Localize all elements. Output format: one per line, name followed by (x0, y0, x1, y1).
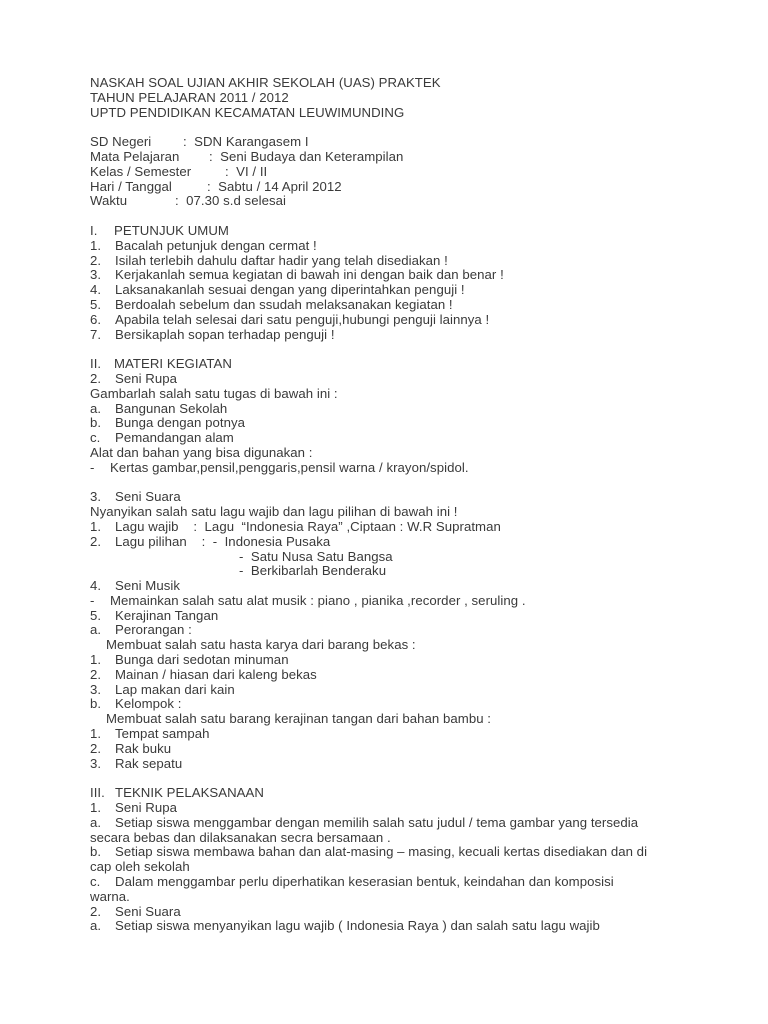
section-title: PETUNJUK UMUM (114, 222, 229, 238)
doc-title: NASKAH SOAL UJIAN AKHIR SEKOLAH (UAS) PRAKTEK (90, 75, 441, 90)
song-option: - Satu Nusa Satu Bangsa (239, 548, 393, 564)
paragraph-item (90, 816, 730, 831)
subsection-kerajinan (90, 609, 730, 624)
item-number: 6. (90, 311, 102, 327)
item-text: Memainkan salah satu alat musik : piano , pianika ,recorder , seruling . (110, 592, 526, 608)
list-item (90, 254, 730, 269)
list-item (90, 313, 730, 328)
item-number: 3. (90, 267, 102, 283)
item-text: Lap makan dari kain (115, 681, 235, 697)
item-text: Dalam menggambar perlu diperhatikan keserasian bentuk, keindahan dan komposisi (115, 874, 614, 890)
item-number: 1. (90, 518, 102, 534)
section-number: II. (90, 356, 102, 372)
group-kelompok (90, 697, 730, 712)
item-letter: b. (90, 844, 102, 860)
list-item (90, 328, 730, 343)
hari-value: : Sabtu / 14 April 2012 (207, 178, 342, 194)
item-text: Setiap siswa menyanyikan lagu wajib ( Indonesia Raya ) dan salah satu lagu wajib (115, 918, 600, 934)
paragraph-continuation: warna. (90, 888, 130, 904)
item-text: Lagu pilihan : - Indonesia Pusaka (115, 533, 331, 549)
sd-label: SD Negeri (90, 134, 152, 150)
item-letter: b. (90, 415, 102, 431)
song-option: - Berkibarlah Benderaku (239, 563, 387, 579)
item-number: 4. (90, 282, 102, 298)
list-item (90, 668, 730, 683)
item-number: 1. (90, 726, 102, 742)
item-number: 2. (90, 740, 102, 756)
item-number: 7. (90, 326, 102, 342)
instruction-text: Nyanyikan salah satu lagu wajib dan lagu pilihan di bawah ini ! (90, 504, 458, 520)
section-teknik-heading (90, 786, 730, 801)
paragraph-item (90, 875, 730, 890)
item-number: 2. (90, 252, 102, 268)
list-item (90, 520, 730, 535)
subsection-seni-suara (90, 905, 730, 920)
instruction-text: Gambarlah salah satu tugas di bawah ini : (90, 385, 338, 401)
instruction-text: Membuat salah satu barang kerajinan tangan dari bahan bambu : (106, 711, 492, 727)
list-item (90, 431, 730, 446)
subsection-number: 4. (90, 578, 102, 594)
item-text: Laksanakanlah sesuai dengan yang diperintahkan penguji ! (115, 282, 465, 298)
item-text: Bangunan Sekolah (115, 400, 228, 416)
item-number: 3. (90, 681, 102, 697)
subsection-seni-suara (90, 490, 730, 505)
list-item (90, 727, 730, 742)
document-page (90, 76, 730, 934)
item-text: Setiap siswa membawa bahan dan alat-masing – masing, kecuali kertas disediakan dan di (115, 844, 648, 860)
paragraph-continuation: secara bebas dan dilaksanakan secra bersamaan . (90, 829, 391, 845)
subsection-seni-rupa (90, 801, 730, 816)
identity-kelas (90, 165, 730, 180)
item-text: Kelompok : (115, 696, 182, 712)
subsection-title: Seni Rupa (115, 800, 178, 816)
item-text: Rak sepatu (115, 755, 183, 771)
subsection-title: Seni Suara (115, 489, 181, 505)
subsection-number: 2. (90, 370, 102, 386)
instruction-text: Alat dan bahan yang bisa digunakan : (90, 444, 313, 460)
mapel-value: : Seni Budaya dan Keterampilan (209, 148, 404, 164)
list-item (90, 757, 730, 772)
section-title: TEKNIK PELAKSANAAN (115, 785, 264, 801)
item-text: Kerjakanlah semua kegiatan di bawah ini dengan baik dan benar ! (115, 267, 504, 283)
item-text: Isilah terlebih dahulu daftar hadir yang telah disediakan ! (115, 252, 448, 268)
subsection-title: Seni Musik (115, 578, 180, 594)
subsection-number: 5. (90, 607, 102, 623)
identity-hari (90, 180, 730, 195)
item-number: 2. (90, 666, 102, 682)
list-item (90, 742, 730, 757)
item-letter: c. (90, 874, 101, 890)
item-text: Bunga dari sedotan minuman (115, 652, 289, 668)
list-item (90, 535, 730, 550)
item-text: Perorangan : (115, 622, 192, 638)
item-text: Tempat sampah (115, 726, 210, 742)
paragraph-item (90, 845, 730, 860)
item-letter: b. (90, 696, 102, 712)
hari-label: Hari / Tanggal (90, 178, 172, 194)
list-item (90, 268, 730, 283)
section-title: MATERI KEGIATAN (114, 356, 232, 372)
kelas-label: Kelas / Semester (90, 163, 192, 179)
item-text: Lagu wajib : Lagu “Indonesia Raya” ,Ciptaan : W.R Supratman (115, 518, 501, 534)
item-letter: a. (90, 400, 102, 416)
item-dash: - (90, 459, 95, 475)
item-number: 1. (90, 652, 102, 668)
subsection-number: 3. (90, 489, 102, 505)
group-perorangan (90, 623, 730, 638)
kelas-value: : VI / II (225, 163, 268, 179)
item-text: Mainan / hiasan dari kaleng bekas (115, 666, 317, 682)
item-text: Bersikaplah sopan terhadap penguji ! (115, 326, 335, 342)
item-letter: a. (90, 918, 102, 934)
identity-waktu (90, 194, 730, 209)
waktu-label: Waktu (90, 193, 128, 209)
list-item (90, 683, 730, 698)
identity-sd (90, 135, 730, 150)
item-dash: - (90, 592, 95, 608)
subsection-title: Kerajinan Tangan (115, 607, 219, 623)
subsection-title: Seni Suara (115, 903, 181, 919)
section-petunjuk-heading (90, 224, 730, 239)
section-number: III. (90, 785, 105, 801)
item-text: Bunga dengan potnya (115, 415, 246, 431)
item-number: 1. (90, 237, 102, 253)
waktu-value: : 07.30 s.d selesai (175, 193, 286, 209)
item-text: Bacalah petunjuk dengan cermat ! (115, 237, 317, 253)
item-text: Kertas gambar,pensil,penggaris,pensil warna / krayon/spidol. (110, 459, 469, 475)
doc-year: TAHUN PELAJARAN 2011 / 2012 (90, 89, 289, 105)
paragraph-item (90, 919, 730, 934)
section-number: I. (90, 222, 98, 238)
item-letter: a. (90, 622, 102, 638)
sd-value: : SDN Karangasem I (183, 134, 309, 150)
list-item (90, 283, 730, 298)
identity-mapel (90, 150, 730, 165)
list-item (90, 653, 730, 668)
item-text: Pemandangan alam (115, 430, 234, 446)
instruction-text: Membuat salah satu hasta karya dari barang bekas : (106, 637, 416, 653)
subsection-number: 1. (90, 800, 102, 816)
list-item (90, 402, 730, 417)
paragraph-continuation: cap oleh sekolah (90, 859, 190, 875)
item-number: 5. (90, 296, 102, 312)
doc-institution: UPTD PENDIDIKAN KECAMATAN LEUWIMUNDING (90, 104, 405, 120)
list-item (90, 594, 730, 609)
section-materi-heading (90, 357, 730, 372)
subsection-seni-musik (90, 579, 730, 594)
item-letter: c. (90, 430, 101, 446)
list-item (90, 239, 730, 254)
item-text: Apabila telah selesai dari satu penguji,hubungi penguji lainnya ! (115, 311, 490, 327)
list-item (90, 416, 730, 431)
list-item (90, 461, 730, 476)
mapel-label: Mata Pelajaran (90, 148, 180, 164)
item-text: Berdoalah sebelum dan ssudah melaksanakan kegiatan ! (115, 296, 453, 312)
subsection-title: Seni Rupa (115, 370, 178, 386)
item-letter: a. (90, 814, 102, 830)
item-text: Setiap siswa menggambar dengan memilih salah satu judul / tema gambar yang tersedia (115, 814, 639, 830)
item-number: 2. (90, 533, 102, 549)
item-number: 3. (90, 755, 102, 771)
subsection-seni-rupa (90, 372, 730, 387)
item-text: Rak buku (115, 740, 172, 756)
list-item (90, 298, 730, 313)
subsection-number: 2. (90, 903, 102, 919)
